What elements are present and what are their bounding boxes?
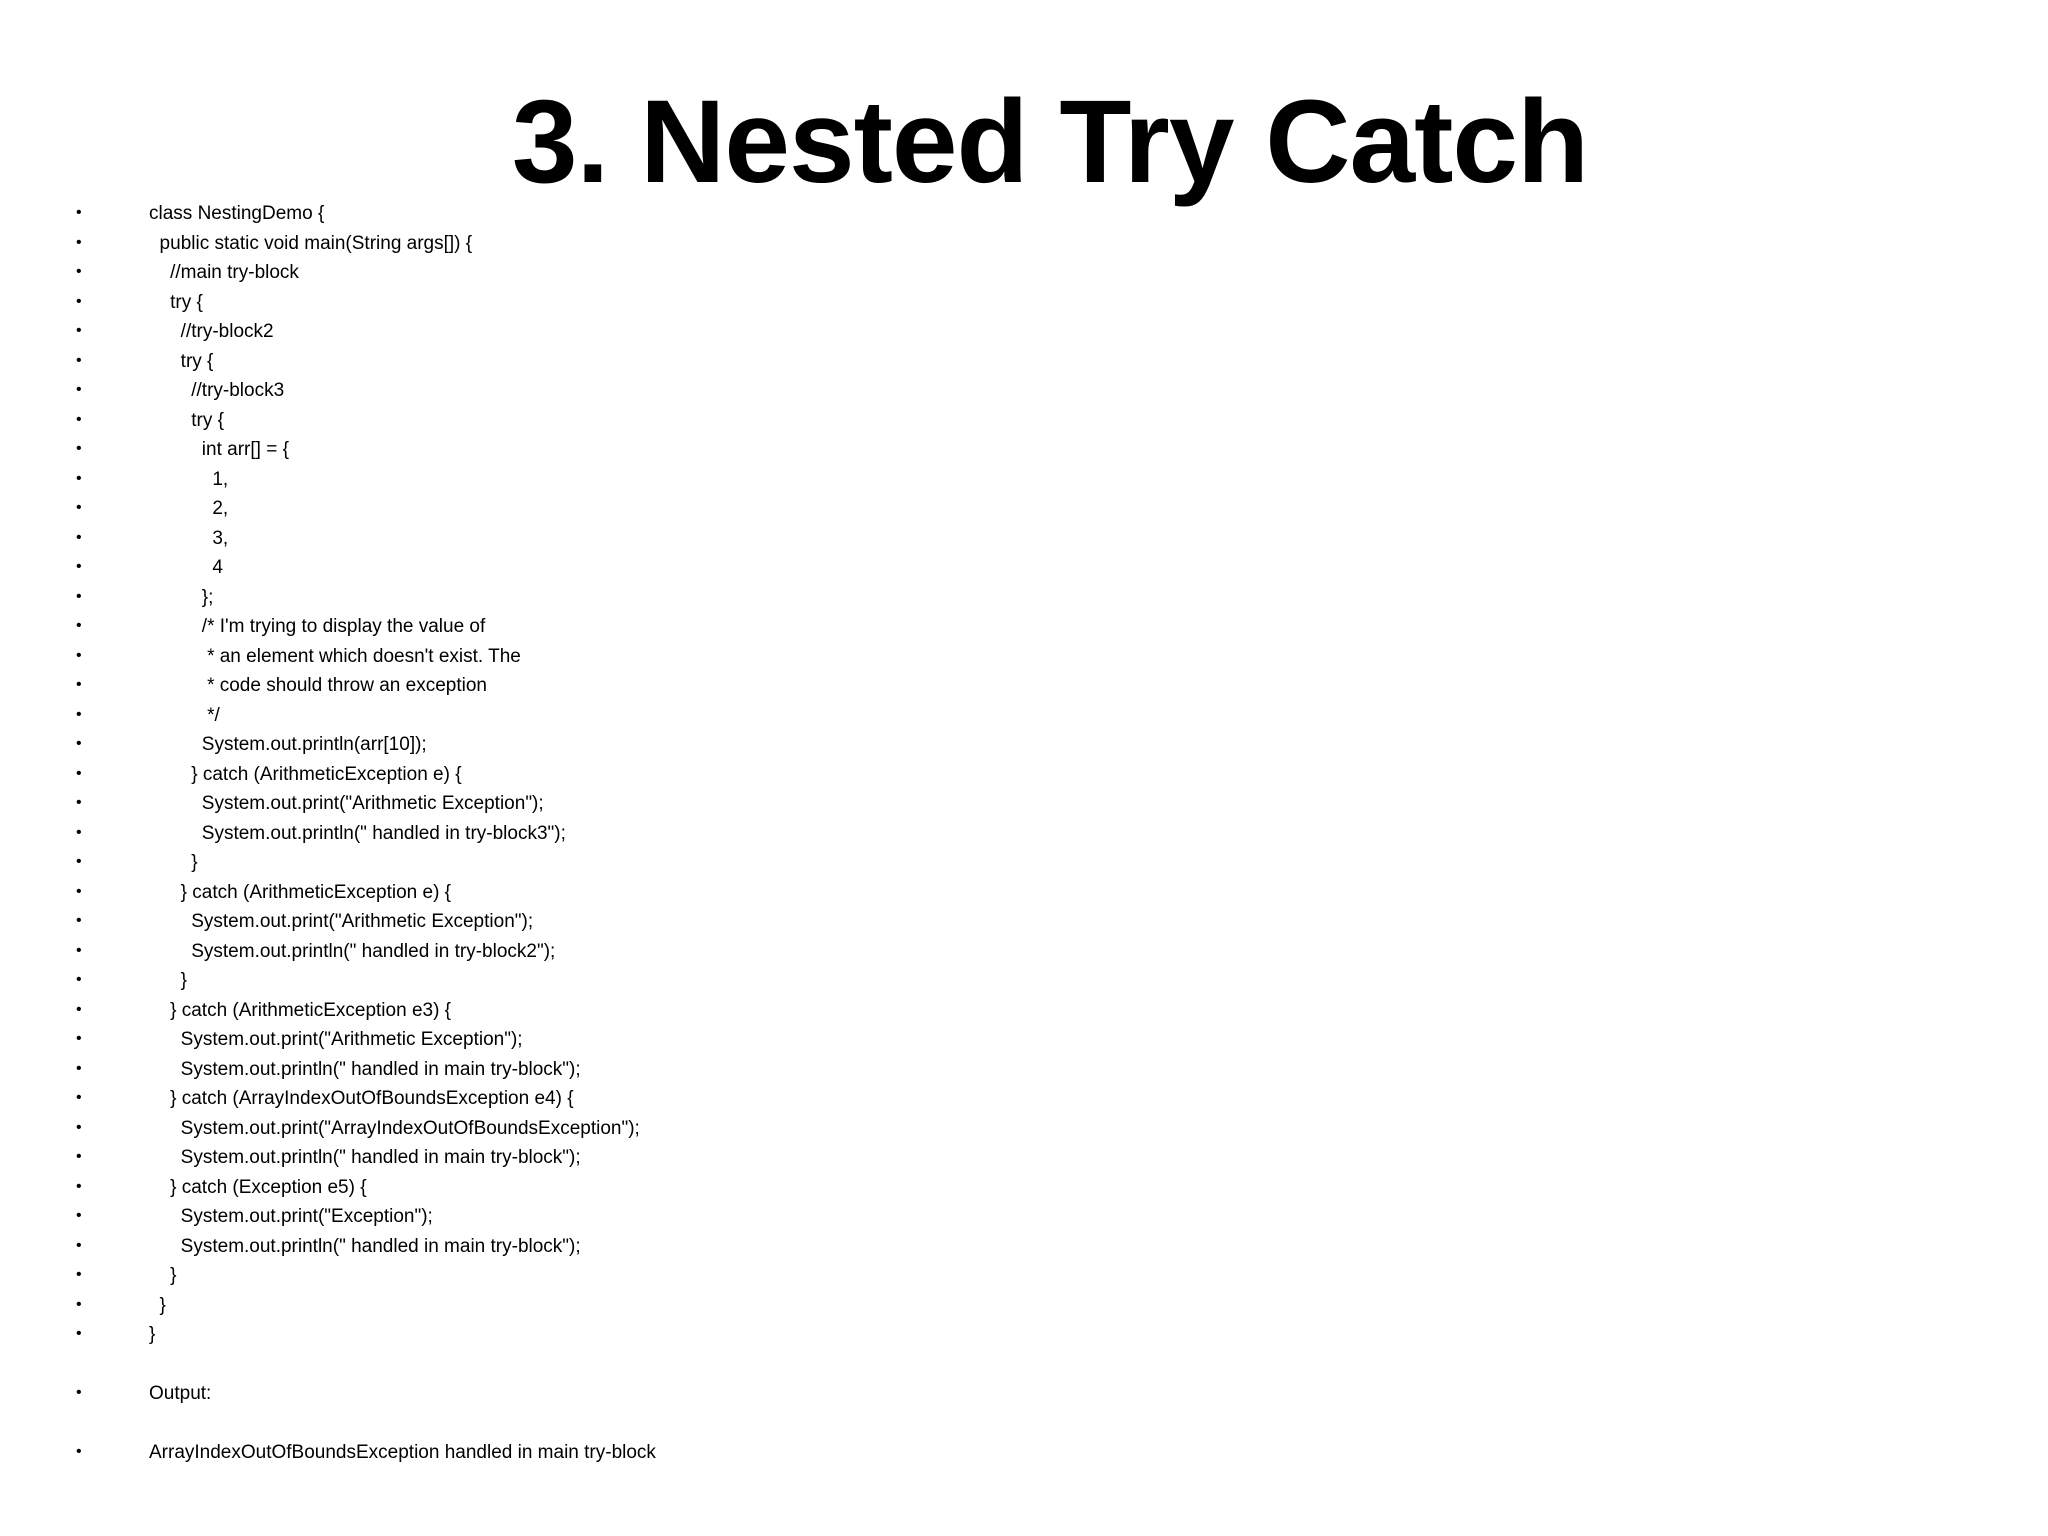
code-line bbox=[0, 1261, 1200, 1291]
bullet-marker: • bbox=[76, 941, 82, 959]
bullet-marker: • bbox=[76, 440, 82, 457]
output-text bbox=[0, 1438, 1200, 1468]
code-line bbox=[0, 1084, 1200, 1114]
code-line bbox=[0, 1291, 1200, 1321]
bullet-marker: • bbox=[76, 1207, 82, 1224]
bullet-marker: • bbox=[76, 1443, 82, 1460]
line-text: }; bbox=[149, 586, 214, 608]
code-line bbox=[0, 1173, 1200, 1203]
bullet-marker: • bbox=[76, 528, 82, 546]
bullet-marker: • bbox=[76, 292, 82, 310]
code-line bbox=[0, 229, 1200, 259]
line-text: System.out.println(" handled in main try-block"); bbox=[149, 1235, 581, 1257]
bullet-marker: • bbox=[76, 410, 82, 428]
bullet-marker: • bbox=[76, 1295, 82, 1313]
code-line bbox=[0, 524, 1200, 554]
code-line bbox=[0, 1320, 1200, 1350]
line-text: System.out.print("ArrayIndexOutOfBoundsException"); bbox=[149, 1117, 640, 1139]
line-text: ArrayIndexOutOfBoundsException handled in main try-block bbox=[149, 1442, 656, 1463]
slide-title: 3. Nested Try Catch bbox=[511, 76, 1589, 208]
bullet-marker: • bbox=[76, 263, 82, 280]
line-text: } catch (ArithmeticException e3) { bbox=[149, 999, 452, 1021]
bullet-marker: • bbox=[76, 322, 82, 339]
bullet-marker: • bbox=[76, 1177, 82, 1195]
code-line bbox=[0, 966, 1200, 996]
code-line bbox=[0, 1202, 1200, 1232]
line-text: //try-block3 bbox=[149, 380, 285, 401]
bullet-marker: • bbox=[76, 1148, 82, 1165]
line-text: 1, bbox=[149, 468, 229, 490]
line-text: System.out.println(arr[10]); bbox=[149, 734, 427, 755]
bullet-marker: • bbox=[76, 233, 82, 251]
bullet-marker: • bbox=[76, 764, 82, 782]
bullet-marker: • bbox=[76, 381, 82, 398]
bullet-marker: • bbox=[76, 469, 82, 487]
line-text: System.out.print("Arithmetic Exception"); bbox=[149, 793, 544, 814]
line-text: 4 bbox=[149, 557, 223, 578]
code-line bbox=[0, 583, 1200, 613]
bullet-marker: • bbox=[76, 558, 82, 575]
bullet-marker: • bbox=[76, 823, 82, 841]
code-line bbox=[0, 878, 1200, 908]
line-text: class NestingDemo { bbox=[149, 203, 325, 224]
bullet-marker: • bbox=[76, 204, 82, 221]
code-line bbox=[0, 1143, 1200, 1173]
line-text: } bbox=[149, 1294, 166, 1316]
code-line bbox=[0, 553, 1200, 583]
code-line bbox=[0, 730, 1200, 760]
code-line bbox=[0, 376, 1200, 406]
code-line bbox=[0, 848, 1200, 878]
bullet-marker: • bbox=[76, 587, 82, 605]
line-text: System.out.println(" handled in try-block2"); bbox=[149, 940, 556, 962]
code-line bbox=[0, 1114, 1200, 1144]
bullet-marker: • bbox=[76, 882, 82, 900]
line-text: } catch (ArithmeticException e) { bbox=[149, 881, 452, 903]
bullet-marker: • bbox=[76, 1030, 82, 1047]
line-text: public static void main(String args[]) { bbox=[149, 232, 473, 254]
line-text: } catch (ArithmeticException e) { bbox=[149, 763, 462, 785]
line-text: */ bbox=[149, 704, 220, 726]
bullet-marker: • bbox=[76, 351, 82, 369]
line-text: * code should throw an exception bbox=[149, 675, 487, 696]
line-text: System.out.print("Exception"); bbox=[149, 1206, 433, 1227]
bullet-marker: • bbox=[76, 1266, 82, 1283]
bullet-marker: • bbox=[76, 1059, 82, 1077]
line-text: } catch (Exception e5) { bbox=[149, 1176, 367, 1198]
line-text: System.out.println(" handled in main try-block"); bbox=[149, 1147, 581, 1168]
line-text: } bbox=[149, 1265, 177, 1286]
bullet-marker: • bbox=[76, 971, 82, 988]
line-text: int arr[] = { bbox=[149, 439, 289, 460]
code-line bbox=[0, 937, 1200, 967]
code-line bbox=[0, 760, 1200, 790]
code-line bbox=[0, 701, 1200, 731]
code-line bbox=[0, 288, 1200, 318]
line-text: 3, bbox=[149, 527, 229, 549]
line-text: try { bbox=[149, 350, 214, 372]
line-text: //try-block2 bbox=[149, 321, 274, 342]
code-line bbox=[0, 1232, 1200, 1262]
code-line bbox=[0, 671, 1200, 701]
code-line bbox=[0, 907, 1200, 937]
bullet-marker: • bbox=[76, 853, 82, 870]
code-line bbox=[0, 465, 1200, 495]
code-line bbox=[0, 494, 1200, 524]
code-line bbox=[0, 996, 1200, 1026]
bullet-marker: • bbox=[76, 912, 82, 929]
line-text: System.out.println(" handled in try-block3"); bbox=[149, 822, 566, 844]
line-text: } bbox=[149, 970, 188, 991]
bullet-marker: • bbox=[76, 617, 82, 634]
code-line bbox=[0, 612, 1200, 642]
code-line bbox=[0, 789, 1200, 819]
bullet-marker: • bbox=[76, 1000, 82, 1018]
line-text: } bbox=[149, 852, 198, 873]
line-text: } catch (ArrayIndexOutOfBoundsException e4) { bbox=[149, 1088, 574, 1109]
code-bullet-list bbox=[0, 199, 1200, 1468]
bullet-marker: • bbox=[76, 1236, 82, 1254]
code-line bbox=[0, 1055, 1200, 1085]
bullet-marker: • bbox=[76, 499, 82, 516]
line-text: //main try-block bbox=[149, 262, 299, 283]
code-line bbox=[0, 199, 1200, 229]
code-line bbox=[0, 258, 1200, 288]
code-line bbox=[0, 819, 1200, 849]
bullet-marker: • bbox=[76, 1325, 82, 1342]
line-text: * an element which doesn't exist. The bbox=[149, 645, 521, 667]
output-label bbox=[0, 1379, 1200, 1409]
line-text: 2, bbox=[149, 498, 229, 519]
line-text: System.out.print("Arithmetic Exception"); bbox=[149, 911, 534, 932]
bullet-marker: • bbox=[76, 1118, 82, 1136]
line-text: Output: bbox=[149, 1383, 212, 1404]
bullet-marker: • bbox=[76, 646, 82, 664]
bullet-marker: • bbox=[76, 705, 82, 723]
line-text: /* I'm trying to display the value of bbox=[149, 616, 486, 637]
code-line bbox=[0, 347, 1200, 377]
bullet-marker: • bbox=[76, 794, 82, 811]
line-text: System.out.print("Arithmetic Exception"); bbox=[149, 1029, 523, 1050]
bullet-marker: • bbox=[76, 735, 82, 752]
code-line bbox=[0, 642, 1200, 672]
line-text: try { bbox=[149, 409, 224, 431]
code-line bbox=[0, 1025, 1200, 1055]
line-text: try { bbox=[149, 291, 203, 313]
code-line bbox=[0, 435, 1200, 465]
bullet-marker: • bbox=[76, 676, 82, 693]
line-text: System.out.println(" handled in main try-block"); bbox=[149, 1058, 581, 1080]
bullet-marker: • bbox=[76, 1089, 82, 1106]
code-line bbox=[0, 317, 1200, 347]
code-line bbox=[0, 406, 1200, 436]
line-text: } bbox=[149, 1324, 156, 1345]
bullet-marker: • bbox=[76, 1384, 82, 1401]
